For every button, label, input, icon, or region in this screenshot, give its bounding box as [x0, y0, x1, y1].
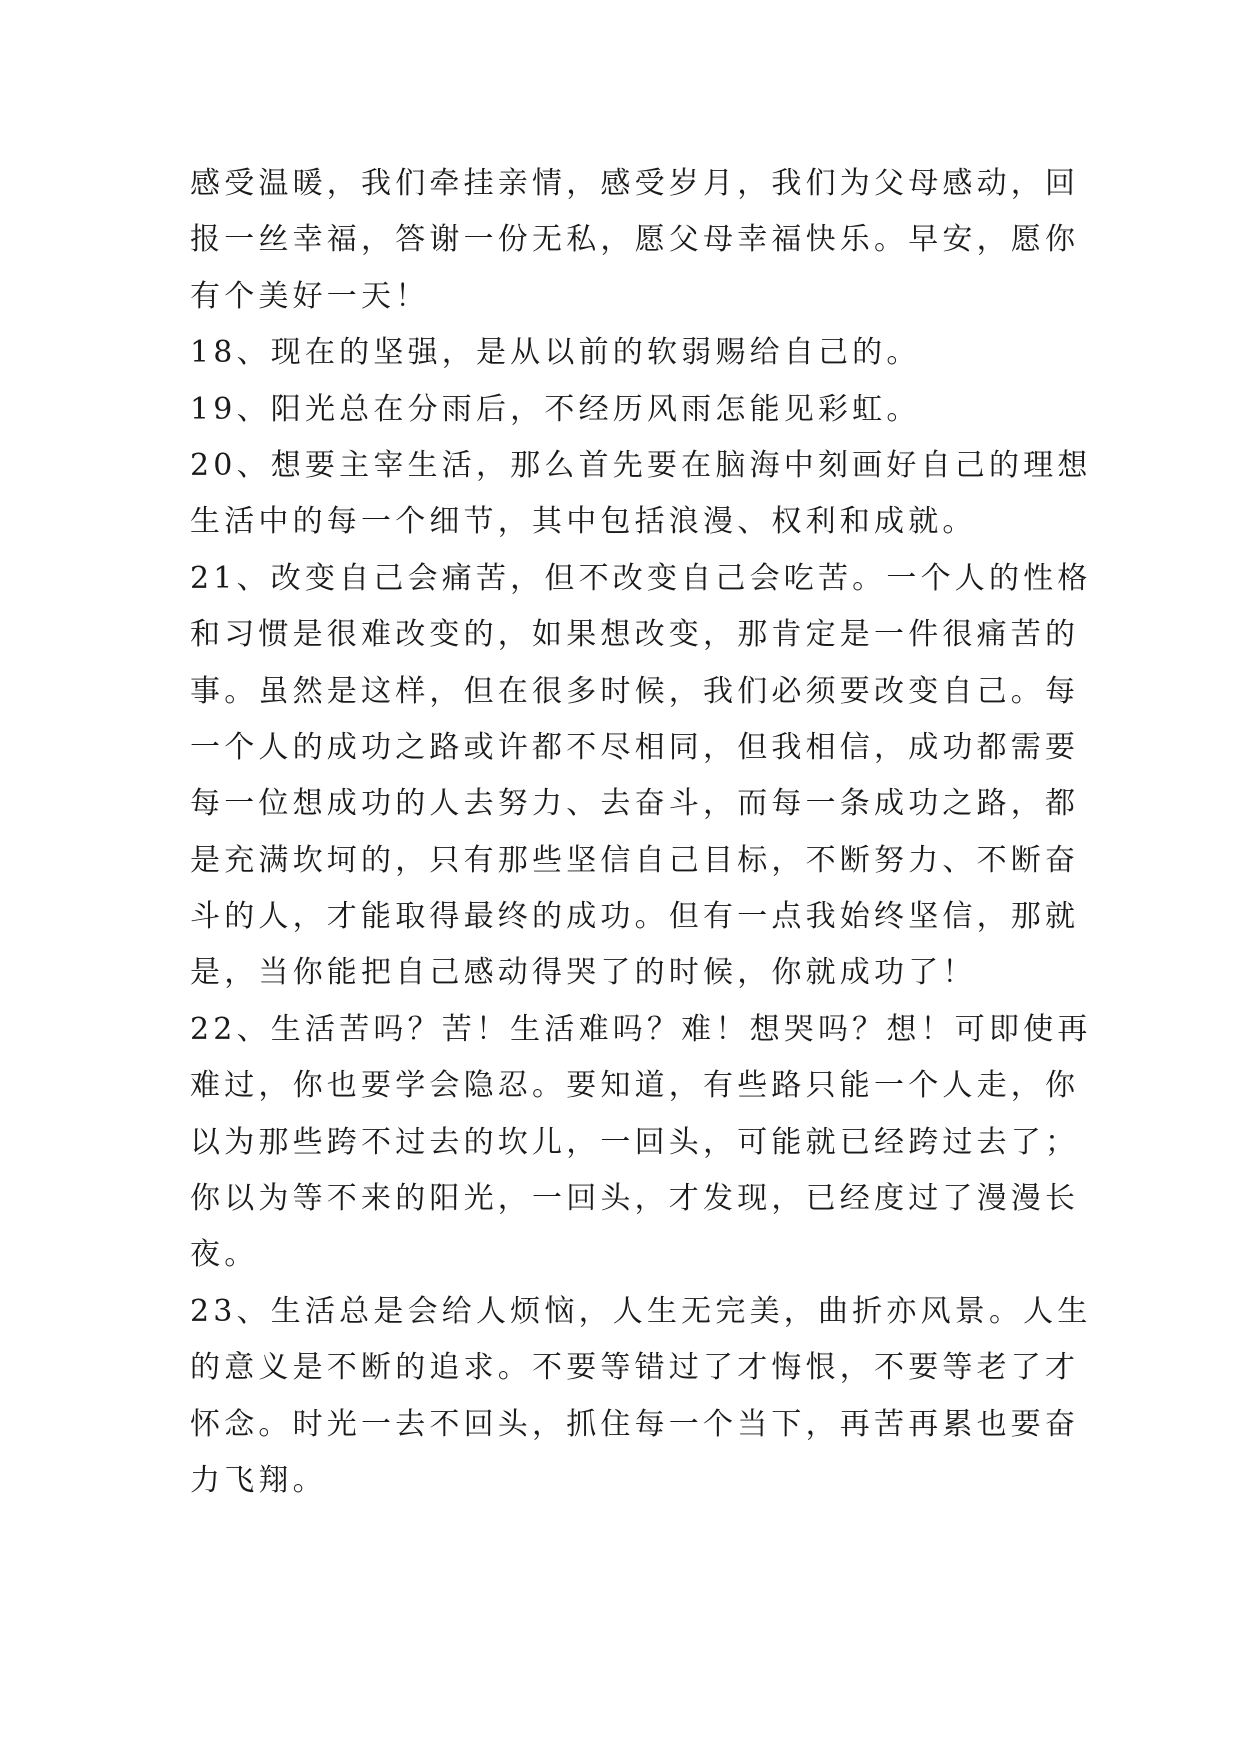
- text-line: 感受温暖，我们牵挂亲情，感受岁月，我们为父母感动，回: [190, 166, 1080, 201]
- text-line: 事。虽然是这样，但在很多时候，我们必须要改变自己。每: [190, 673, 1080, 709]
- text-line: 每一位想成功的人去努力、去奋斗，而每一条成功之路，都: [190, 786, 1080, 822]
- text-line: 报一丝幸福，答谢一份无私，愿父母幸福快乐。早安，愿你: [190, 222, 1080, 258]
- text-line: 23、生活总是会给人烦恼，人生无完美，曲折亦风景。人生: [190, 1293, 1092, 1329]
- text-line: 斗的人，才能取得最终的成功。但有一点我始终坚信，那就: [190, 899, 1080, 935]
- text-line: 和习惯是很难改变的，如果想改变，那肯定是一件很痛苦的: [190, 617, 1080, 653]
- text-line: 夜。: [190, 1237, 259, 1273]
- text-line: 19、阳光总在分雨后，不经历风雨怎能见彩虹。: [190, 391, 921, 427]
- document-body: [190, 156, 1092, 1509]
- text-line: 是充满坎坷的，只有那些坚信自己目标，不断努力、不断奋: [190, 842, 1080, 878]
- text-line: 是，当你能把自己感动得哭了的时候，你就成功了！: [190, 955, 977, 991]
- text-line: 你以为等不来的阳光，一回头，才发现，已经度过了漫漫长: [190, 1181, 1080, 1217]
- text-line: 一个人的成功之路或许都不尽相同，但我相信，成功都需要: [190, 729, 1080, 765]
- text-line: 怀念。时光一去不回头，抓住每一个当下，再苦再累也要奋: [190, 1406, 1080, 1442]
- text-line: 力飞翔。: [190, 1462, 327, 1498]
- text-line: 18、现在的坚强，是从以前的软弱赐给自己的。: [190, 335, 921, 371]
- text-line: 21、改变自己会痛苦，但不改变自己会吃苦。一个人的性格: [190, 560, 1092, 596]
- text-line: 的意义是不断的追求。不要等错过了才悔恨，不要等老了才: [190, 1350, 1080, 1386]
- text-line: 有个美好一天！: [190, 278, 430, 314]
- text-line: 以为那些跨不过去的坎儿，一回头，可能就已经跨过去了；: [190, 1124, 1080, 1160]
- text-line: 22、生活苦吗？苦！生活难吗？难！想哭吗？想！可即使再: [190, 1011, 1092, 1047]
- text-line: 20、想要主宰生活，那么首先要在脑海中刻画好自己的理想: [190, 447, 1092, 483]
- text-line: 生活中的每一个细节，其中包括浪漫、权利和成就。: [190, 504, 977, 540]
- text-line: 难过，你也要学会隐忍。要知道，有些路只能一个人走，你: [190, 1068, 1080, 1104]
